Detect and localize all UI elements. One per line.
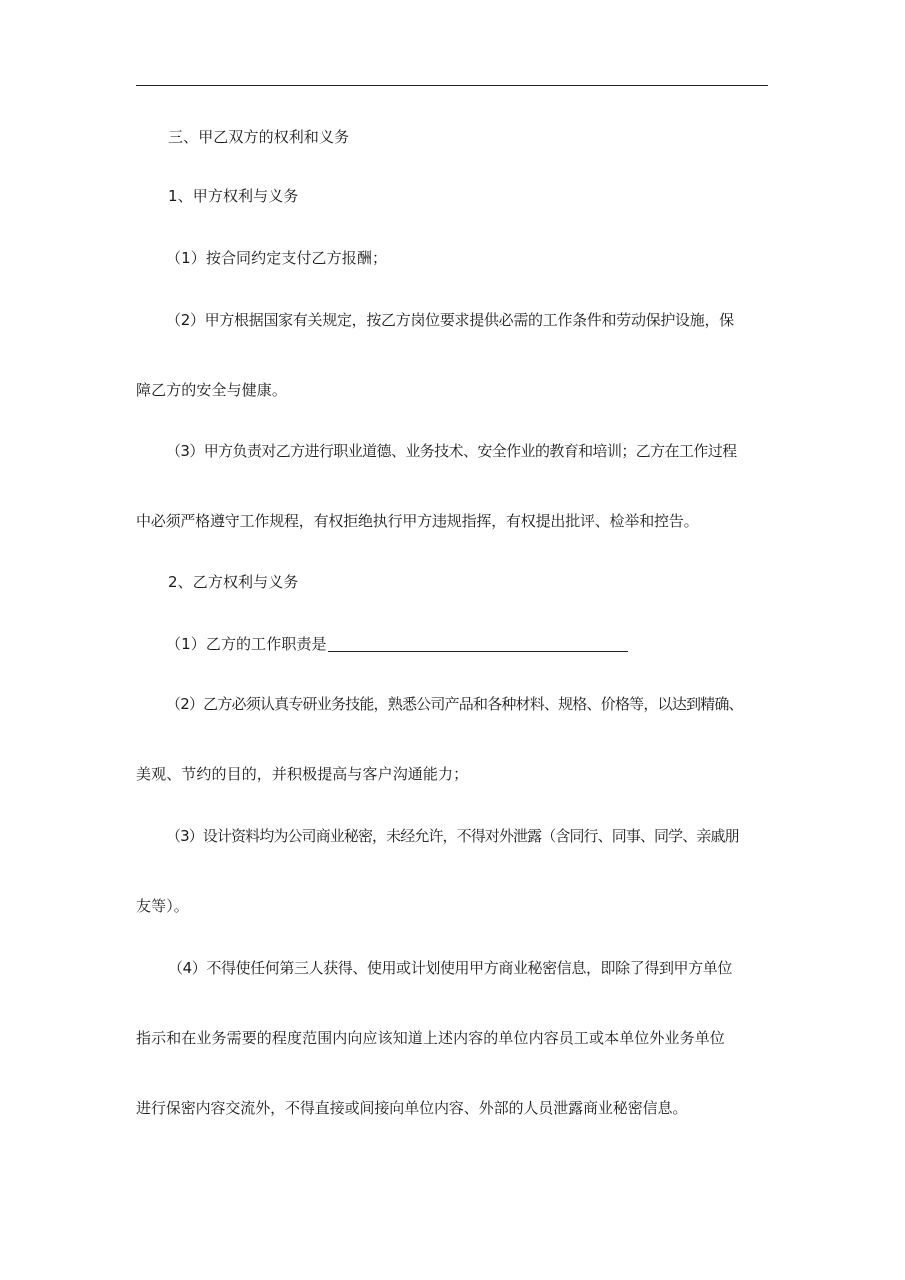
item-2-3-line-2: 友等）。	[136, 897, 189, 915]
duty-blank-field[interactable]	[328, 635, 628, 652]
item-2-4-line-3: 进行保密内容交流外，不得直接或间接向单位内容、外部的人员泄露商业秘密信息。	[136, 1099, 688, 1117]
item-2-1-label: （1）乙方的工作职责是	[166, 635, 327, 653]
item-2-1	[166, 634, 628, 654]
sub1-heading: 1、甲方权利与义务	[168, 187, 299, 205]
item-2-2-line-1: （2）乙方必须认真专研业务技能，熟悉公司产品和各种材料、规格、价格等，以达到精确、	[166, 695, 743, 713]
item-2-2-line-2: 美观、节约的目的，并积极提高与客户沟通能力；	[136, 765, 469, 783]
item-1-3-line-2: 中必须严格遵守工作规程，有权拒绝执行甲方违规指挥，有权提出批评、检举和控告。	[136, 512, 699, 530]
item-1-2-line-2: 障乙方的安全与健康。	[136, 381, 288, 399]
item-1-3-line-1: （3）甲方负责对乙方进行职业道德、业务技术、安全作业的教育和培训；乙方在工作过程	[166, 442, 737, 460]
item-2-3-line-1: （3）设计资料均为公司商业秘密，未经允许，不得对外泄露（含同行、同事、同学、亲戚朋	[166, 827, 739, 845]
item-1-1: （1）按合同约定支付乙方报酬；	[166, 249, 388, 267]
section-heading: 三、甲乙双方的权利和义务	[168, 128, 350, 146]
sub2-heading: 2、乙方权利与义务	[168, 573, 299, 591]
item-1-2-line-1: （2）甲方根据国家有关规定，按乙方岗位要求提供必需的工作条件和劳动保护设施，保	[166, 311, 734, 329]
item-2-4-line-2: 指示和在业务需要的程度范围内向应该知道上述内容的单位内容员工或本单位外业务单位	[136, 1029, 725, 1047]
top-divider	[136, 85, 768, 86]
item-2-4-line-1: （4）不得使任何第三人获得、使用或计划使用甲方商业秘密信息，即除了得到甲方单位	[168, 959, 732, 977]
